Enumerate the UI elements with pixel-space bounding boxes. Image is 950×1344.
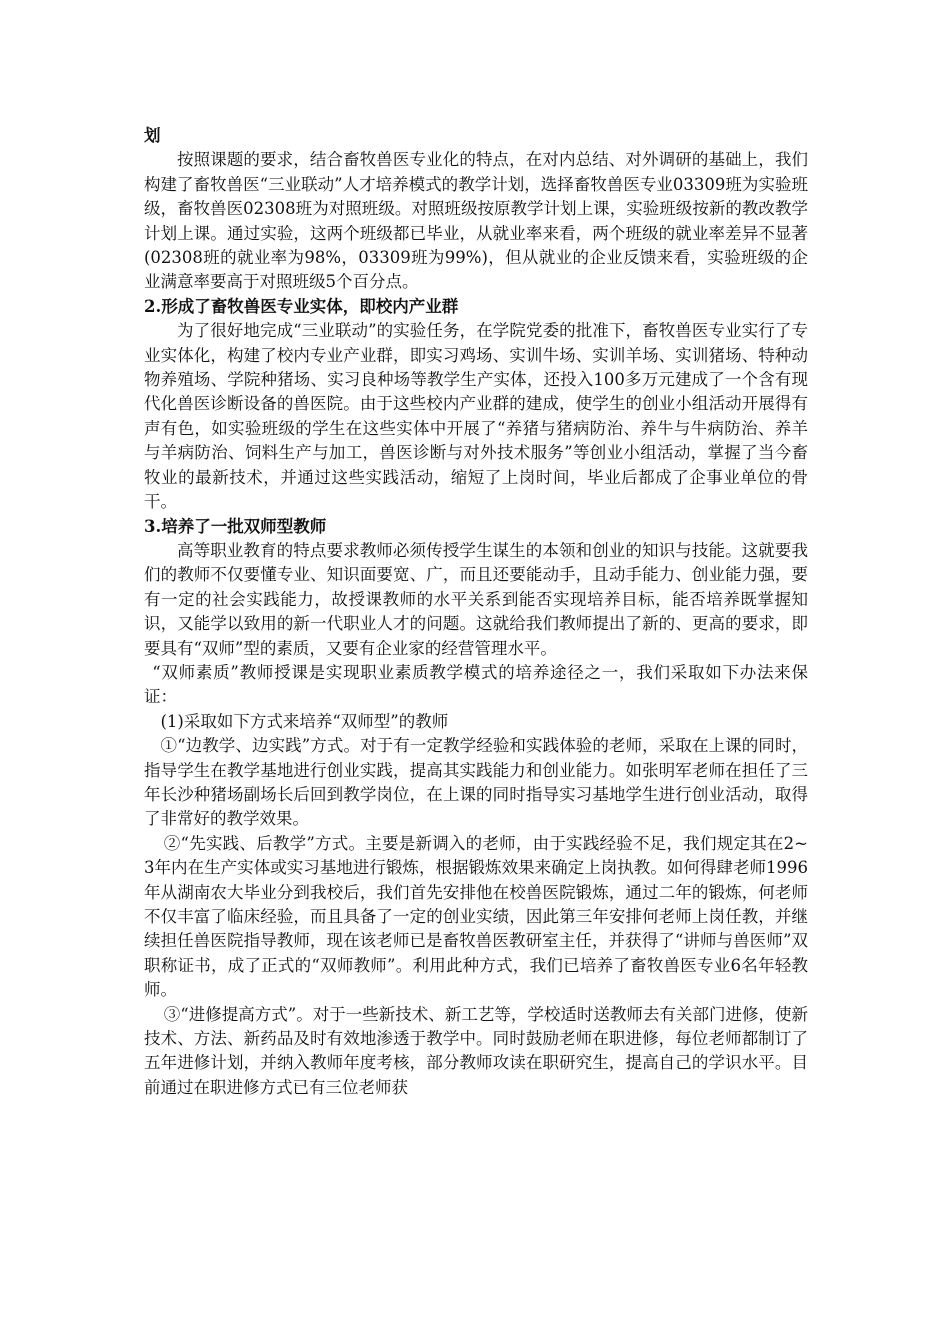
paragraph-method-2: ②“先实践、后教学”方式。主要是新调入的老师，由于实践经验不足，我们规定其在2~3年内在生产实体或实习基地进行锻炼，根据锻炼效果来确定上岗执教。如何得肆老师1996年从湖南农大毕业分到我校后，我们首先安排他在校兽医院锻炼，通过二年的锻炼，何老师不仅丰富了临床经验，而且具备了一定的创业实绩，因此第三年安排何老师上岗任教，并继续担任兽医院指导教师，现在该老师已是畜牧兽医教研室主任，并获得了“讲师与兽医师”双职称证书，成了正式的“双师教师”。利用此种方式，我们已培养了畜牧兽医专业6名年轻教师。 <box>144 833 808 1000</box>
paragraph-method-3: ③“进修提高方式”。对于一些新技术、新工艺等，学校适时送教师去有关部门进修，使新技术、方法、新药品及时有效地渗透于教学中。同时鼓励老师在职进修，每位老师都制订了五年进修计划，并纳入教师年度考核，部分教师攻读在职研究生，提高自己的学识水平。目前通过在职进修方式已有三位老师获 <box>144 1004 808 1097</box>
section-heading-3: 3.培养了一批双师型教师 <box>144 516 327 536</box>
paragraph-industry-cluster: 为了很好地完成“三业联动”的实验任务，在学院党委的批准下，畜牧兽医专业实行了专业实体化，构建了校内专业产业群，即实习鸡场、实训牛场、实训羊场、实训猪场、特种动物养殖场、学院种猪场、实习良种场等教学生产实体，还投入100多万元建成了一个含有现代化兽医诊断设备的兽医院。由于这些校内产业群的建成，使学生的创业小组活动开展得有声有色，如实验班级的学生在这些实体中开展了“养猪与猪病防治、养牛与牛病防治、养羊与羊病防治、饲料生产与加工，兽医诊断与对外技术服务”等创业小组活动，掌握了当今畜牧业的最新技术，并通过这些实践活动，缩短了上岗时间，毕业后都成了企事业单位的骨干。 <box>144 321 808 512</box>
paragraph-method-1: ①“边教学、边实践”方式。对于有一定教学经验和实践体验的老师，采取在上课的同时，指导学生在教学基地进行创业实践，提高其实践能力和创业能力。如张明军老师在担任了三年长沙种猪场副场长后回到教学岗位，在上课的同时指导实习基地学生进行创业活动，取得了非常好的教学效果。 <box>144 736 808 829</box>
document-body <box>144 124 808 1100</box>
paragraph-teaching-plan: 按照课题的要求，结合畜牧兽医专业化的特点，在对内总结、对外调研的基础上，我们构建了畜牧兽医“三业联动”人才培养模式的教学计划，选择畜牧兽医专业03309班为实验班级，畜牧兽医02308班为对照班级。对照班级按原教学计划上课，实验班级按新的教改教学计划上课。通过实验，这两个班级都已毕业，从就业率来看，两个班级的就业率差异不显著(02308班的就业率为98%，03309班为99%)，但从就业的企业反馈来看，实验班级的企业满意率要高于对照班级5个百分点。 <box>144 150 808 292</box>
section-heading-2: 2.形成了畜牧兽医专业实体，即校内产业群 <box>144 296 459 316</box>
paragraph-dual-quality: “双师素质”教师授课是实现职业素质教学模式的培养途径之一，我们采取如下办法来保证： <box>144 662 808 707</box>
paragraph-method-heading: (1)采取如下方式来培养“双师型”的教师 <box>160 711 449 731</box>
section-heading-tail: 划 <box>144 126 161 145</box>
paragraph-dual-teachers: 高等职业教育的特点要求教师必须传授学生谋生的本领和创业的知识与技能。这就要我们的教师不仅要懂专业、知识面要宽、广，而且还要能动手，且动手能力、创业能力强，要有一定的社会实践能力，故授课教师的水平关系到能否实现培养目标，能否培养既掌握知识，又能学以致用的新一代职业人才的问题。这就给我们教师提出了新的、更高的要求，即要具有“双师”型的素质，又要有企业家的经营管理水平。 <box>144 540 808 658</box>
